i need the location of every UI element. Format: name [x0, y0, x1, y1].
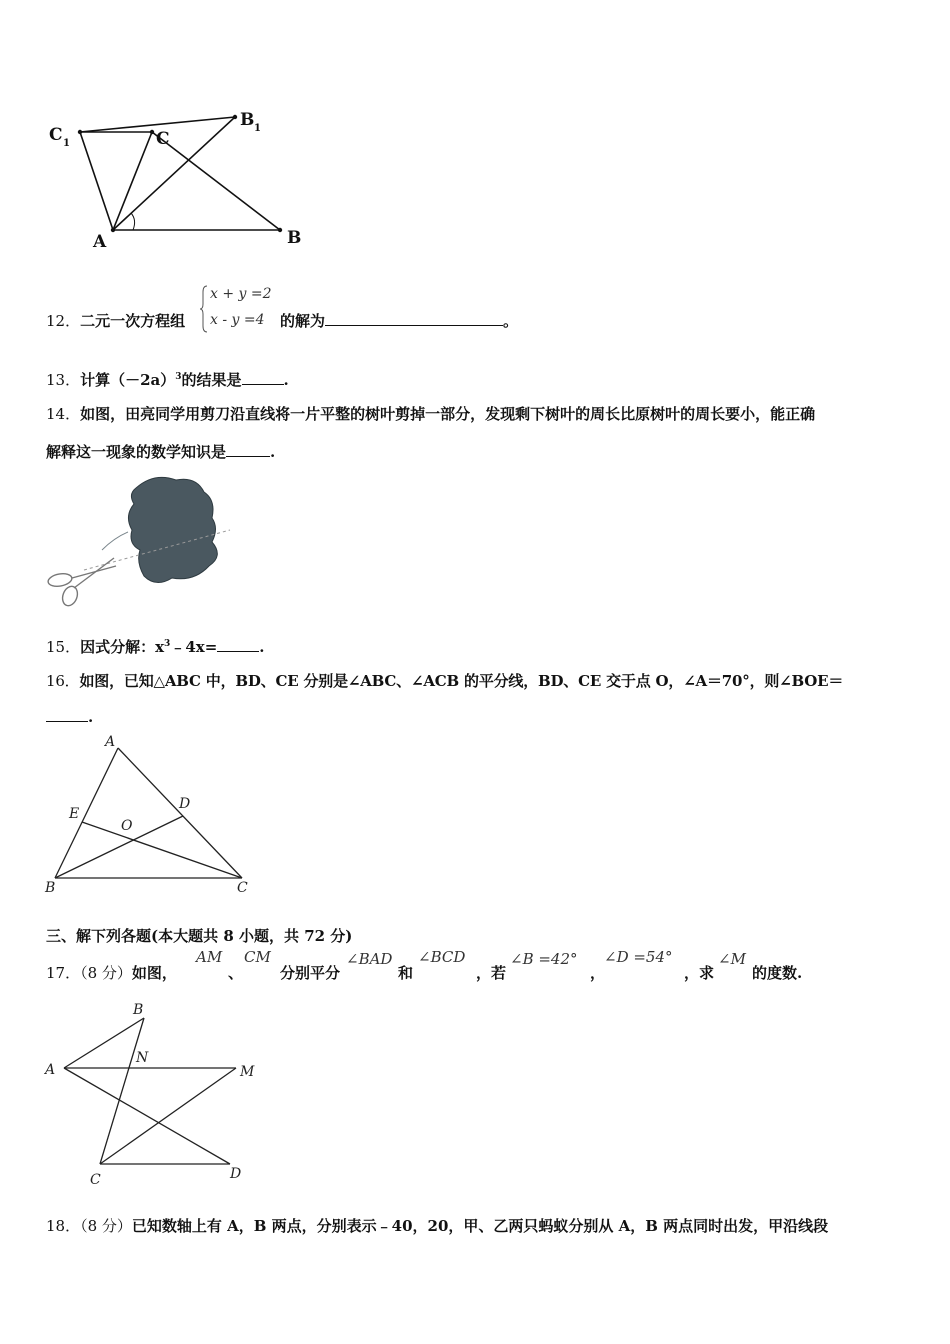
label-d: D	[179, 796, 191, 812]
question-number: 17．（8 分）	[46, 964, 132, 982]
question-16-line-1	[46, 670, 843, 691]
question-text: 已知数轴上有 A，B 两点，分别表示﹣40，20，甲、乙两只蚂蚁分别从 A，B 两点同时出发，甲沿线段	[131, 1217, 829, 1235]
label-a: A	[105, 734, 116, 750]
question-text: 因式分解：x	[80, 638, 165, 656]
question-text: 如图，已知△ABC 中，BD、CE 分别是∠ABC、∠ACB 的平分线，BD、CE 交于点 O，∠A＝70°，则∠BOE＝	[79, 672, 844, 690]
q17-text-3: 分别平分	[280, 964, 341, 982]
leaf-scissors-figure	[44, 470, 234, 610]
question-text: 二元一次方程组	[80, 312, 186, 330]
label-c: C	[237, 880, 248, 896]
q17-text-6: ，	[590, 964, 606, 982]
label-c1-sub: 1	[63, 138, 70, 149]
period: .	[270, 443, 276, 461]
math-angle-m: ∠M	[718, 950, 746, 968]
equation-system	[200, 284, 280, 334]
math-angle-bcd: ∠BCD	[418, 948, 466, 966]
q17-text-7: ，求	[684, 964, 715, 982]
question-number: 12．	[46, 312, 81, 330]
answer-blank[interactable]	[217, 637, 259, 652]
label-n: N	[136, 1050, 149, 1066]
label-d: D	[230, 1166, 242, 1182]
question-text: 如图，田亮同学用剪刀沿直线将一片平整的树叶剪掉一部分，发现剩下树叶的周长比原树叶的周长要小，能正确	[80, 405, 816, 423]
leaf-shape	[128, 477, 217, 582]
label-b: B	[133, 1002, 144, 1018]
label-b: B	[287, 228, 302, 248]
label-b: B	[45, 880, 56, 896]
question-16-line-2	[46, 707, 93, 726]
q17-text-4: 和	[398, 964, 414, 982]
question-text: 解释这一现象的数学知识是	[46, 443, 227, 461]
exponent: 3	[175, 372, 182, 382]
label-c: C	[156, 129, 170, 149]
label-a: A	[93, 232, 107, 252]
question-number: 16．	[46, 672, 80, 690]
question-number: 14．	[46, 405, 81, 423]
question-text: 计算（－2a）	[80, 371, 176, 389]
period: .	[259, 638, 265, 656]
question-14-line-2	[46, 441, 275, 462]
question-15	[46, 636, 265, 657]
period: 。	[503, 312, 519, 330]
label-b1-sub: 1	[254, 123, 261, 134]
question-17	[46, 962, 177, 983]
question-number: 18．（8 分）	[46, 1217, 132, 1235]
label-m: M	[240, 1064, 255, 1080]
label-o: O	[121, 818, 133, 834]
label-e: E	[69, 806, 80, 822]
question-text: 的解为	[280, 312, 326, 330]
question-18	[46, 1215, 828, 1236]
question-12	[46, 310, 185, 331]
triangle-rotation-figure	[40, 100, 320, 260]
question-number: 13．	[46, 371, 81, 389]
label-b1: B	[240, 110, 255, 130]
answer-blank[interactable]	[325, 311, 503, 326]
math-angle-bad: ∠BAD	[346, 950, 393, 968]
equation-2: x - y =4	[210, 312, 265, 328]
triangle-abc-figure	[40, 732, 270, 897]
math-angle-b: ∠B =42°	[510, 950, 578, 968]
question-text: ﹣4x=	[170, 638, 218, 656]
question-text: 如图，	[131, 964, 177, 982]
question-14-line-1	[46, 403, 815, 424]
math-cm: CM	[244, 948, 271, 966]
q17-text-8: 的度数.	[752, 964, 803, 982]
math-am: AM	[196, 948, 223, 966]
answer-blank[interactable]	[242, 370, 284, 385]
scissors-icon	[47, 558, 116, 608]
section-3-title: 三、解下列各题(本大题共 8 小题，共 72 分)	[46, 927, 353, 945]
question-12-tail	[280, 310, 518, 331]
question-13	[46, 369, 289, 390]
label-c1: C	[49, 125, 63, 145]
exponent: 3	[164, 639, 171, 649]
question-number: 15．	[46, 638, 81, 656]
brace-icon	[200, 284, 208, 334]
period: .	[283, 371, 289, 389]
equation-1: x + y =2	[210, 286, 272, 302]
answer-blank[interactable]	[226, 442, 270, 457]
answer-blank[interactable]	[46, 707, 88, 722]
label-a: A	[45, 1062, 56, 1078]
q17-text-2: 、	[228, 964, 244, 982]
question-text: 的结果是	[181, 371, 242, 389]
q17-text-5: ，若	[476, 964, 507, 982]
period: .	[88, 708, 94, 726]
math-angle-d: ∠D =54°	[604, 948, 673, 966]
quadrilateral-figure	[40, 996, 270, 1190]
label-c: C	[90, 1172, 101, 1188]
